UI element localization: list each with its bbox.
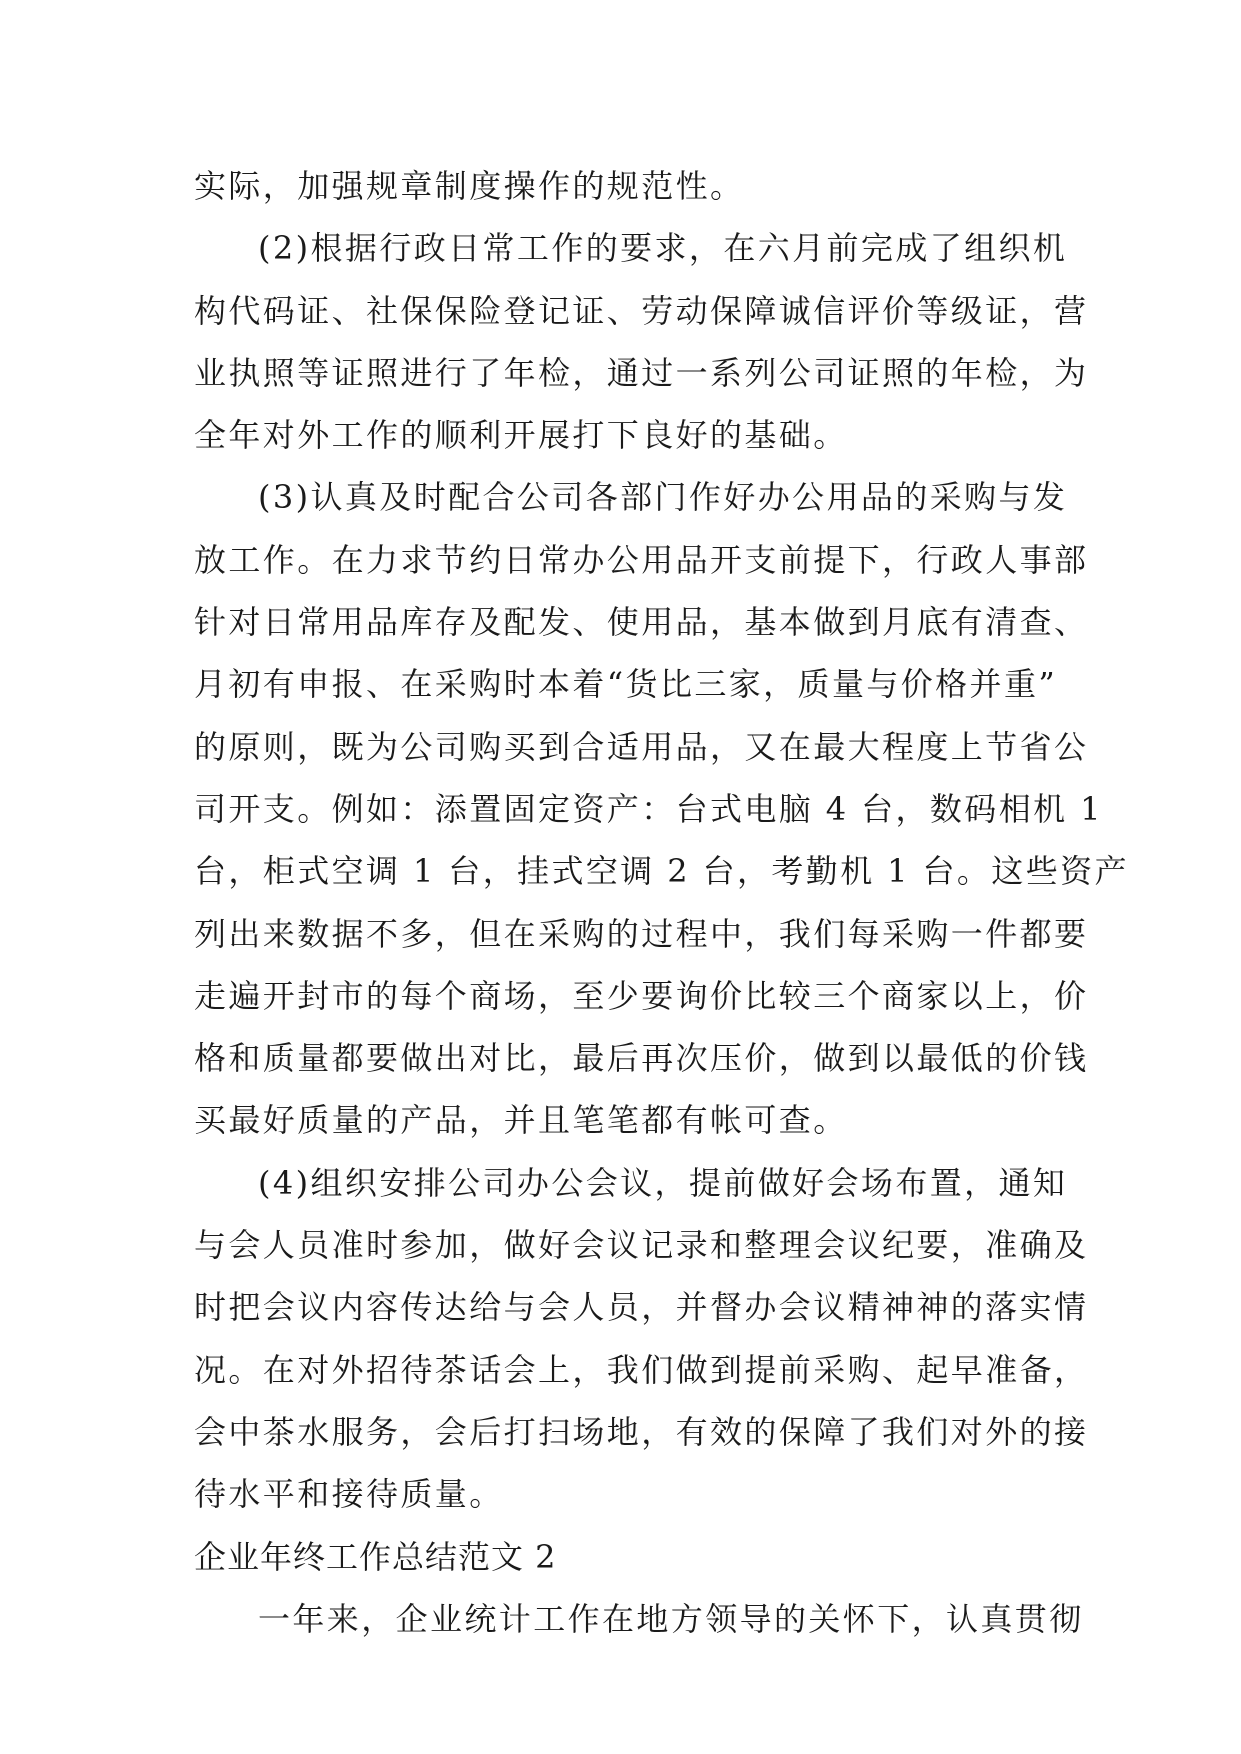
- text-line: 待水平和接待质量。: [194, 1475, 504, 1514]
- paragraph-line-item-3: (3)认真及时配合公司各部门作好办公用品的采购与发: [258, 478, 1068, 517]
- document-body: [194, 155, 1129, 1650]
- text-line: 格和质量都要做出对比，最后再次压价，做到以最低的价钱: [194, 1039, 1089, 1078]
- text-line: 列出来数据不多，但在采购的过程中，我们每采购一件都要: [194, 914, 1089, 953]
- text-line: 全年对外工作的顺利开展打下良好的基础。: [194, 416, 848, 455]
- text-line: 针对日常用品库存及配发、使用品，基本做到月底有清查、: [194, 603, 1089, 642]
- text-line: 买最好质量的产品，并且笔笔都有帐可查。: [194, 1101, 848, 1140]
- text-line: 走遍开封市的每个商场，至少要询价比较三个商家以上，价: [194, 976, 1089, 1015]
- text-line: 的原则，既为公司购买到合适用品，又在最大程度上节省公: [194, 727, 1089, 766]
- text-line: 与会人员准时参加，做好会议记录和整理会议纪要，准确及: [194, 1226, 1089, 1265]
- section-heading: 企业年终工作总结范文 2: [194, 1537, 557, 1576]
- text-line: 会中茶水服务，会后打扫场地，有效的保障了我们对外的接: [194, 1412, 1089, 1451]
- text-line: 月初有申报、在采购时本着“货比三家，质量与价格并重”: [194, 665, 1058, 704]
- text-line: 况。在对外招待茶话会上，我们做到提前采购、起早准备，: [194, 1350, 1089, 1389]
- text-line: 时把会议内容传达给与会人员，并督办会议精神神的落实情: [194, 1288, 1089, 1327]
- text-line: 实际，加强规章制度操作的规范性。: [194, 167, 745, 205]
- text-line: 构代码证、社保保险登记证、劳动保障诚信评价等级证，营: [194, 291, 1089, 330]
- paragraph-line-item-2: (2)根据行政日常工作的要求，在六月前完成了组织机: [258, 229, 1068, 268]
- paragraph-line-intro: 一年来，企业统计工作在地方领导的关怀下，认真贯彻: [258, 1599, 1084, 1638]
- paragraph-line-item-4: (4)组织安排公司办公会议，提前做好会场布置，通知: [258, 1163, 1068, 1202]
- text-line: 台，柜式空调 1 台，挂式空调 2 台，考勤机 1 台。这些资产: [194, 852, 1129, 891]
- text-line: 司开支。例如：添置固定资产：台式电脑 4 台，数码相机 1: [194, 789, 1103, 828]
- text-line: 业执照等证照进行了年检，通过一系列公司证照的年检，为: [194, 353, 1089, 392]
- text-line: 放工作。在力求节约日常办公用品开支前提下，行政人事部: [194, 540, 1089, 579]
